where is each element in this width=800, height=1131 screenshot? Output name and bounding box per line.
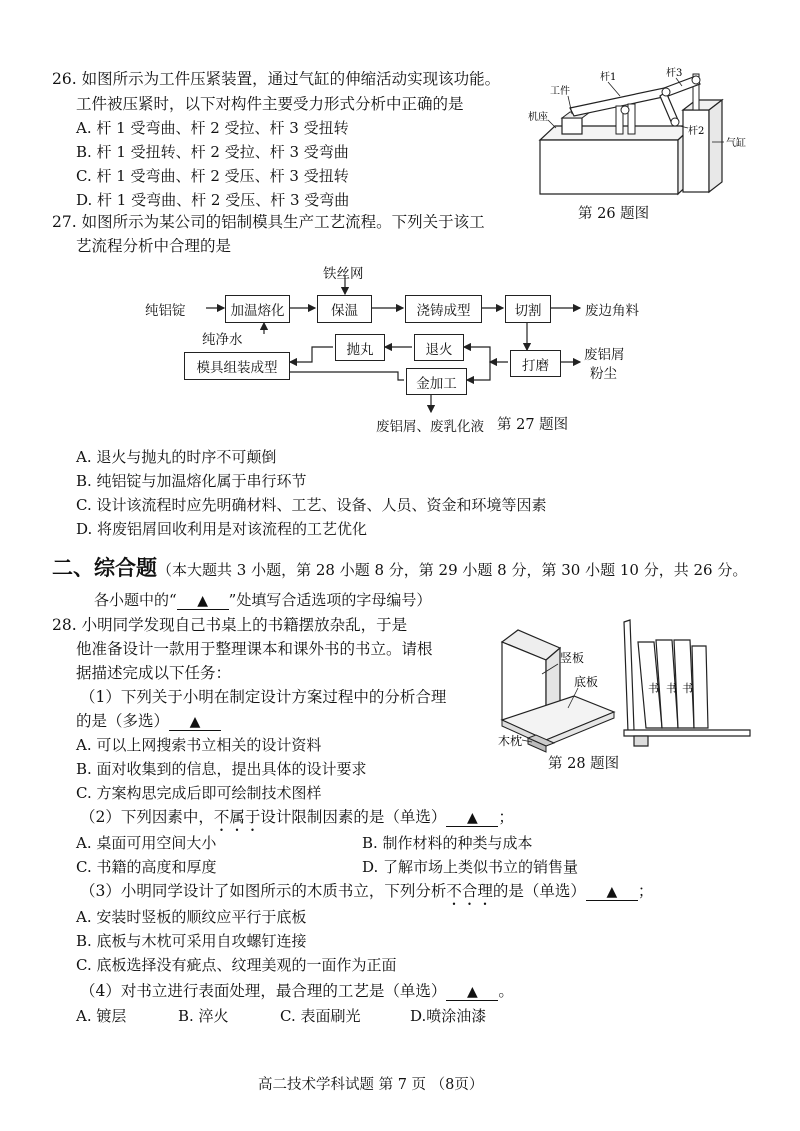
flow-node-heat: 加温熔化: [225, 295, 290, 323]
flow-input-mesh: 铁丝网: [323, 266, 364, 282]
q28-sub1-line2: 的是（多选） ▲: [76, 710, 221, 732]
answer-blank-4[interactable]: ▲: [446, 984, 498, 1001]
flow-input-ingot: 纯铝锭: [145, 303, 186, 319]
label-cylinder: 气缸: [726, 138, 746, 149]
flow-node-keep: 保温: [317, 295, 372, 323]
q28-sub1-option-c: C. 方案构思完成后即可绘制技术图样: [76, 784, 322, 802]
q28-sub4-option-c: C. 表面刷光: [280, 1007, 361, 1025]
flow-input-water: 纯净水: [202, 332, 243, 348]
q28-stem-line3: 据描述完成以下任务：: [76, 664, 232, 682]
q27-option-d: D. 将废铝屑回收利用是对该流程的工艺优化: [76, 520, 368, 538]
q26-option-d: D. 杆 1 受弯曲、杆 2 受压、杆 3 受弯曲: [76, 191, 350, 209]
emphasis-unreasonable: 不合理: [446, 882, 493, 900]
flow-node-metal: 金加工: [406, 368, 467, 395]
flow-output-waste: 废铝屑、废乳化液: [376, 419, 484, 435]
flow-node-assemble: 模具组装成型: [184, 352, 290, 380]
flow-output-scrap: 废边角料: [585, 303, 639, 319]
flow-node-cut: 切割: [505, 295, 551, 323]
section2-title: 二、综合题: [52, 555, 157, 580]
q28-figure-caption: 第 28 题图: [548, 756, 620, 772]
q28-sub3-line: （3）小明同学设计了如图所示的木质书立，下列分析不合理的是（单选） ▲ ；: [80, 882, 654, 900]
label-vertical-board: 竖板: [560, 651, 585, 665]
q27-figure-caption: 第 27 题图: [497, 417, 569, 433]
book-label-2: 书: [666, 682, 677, 695]
q28-figure-bookend: [488, 612, 758, 760]
flow-node-anneal: 退火: [414, 334, 464, 361]
book-label-1: 书: [648, 682, 659, 695]
q28-sub1-option-a: A. 可以上网搜索书立相关的设计资料: [76, 736, 322, 754]
q27-option-a: A. 退火与抛丸的时序不可颠倒: [76, 448, 277, 466]
section2-note: （本大题共 3 小题，第 28 小题 8 分，第 29 小题 8 分，第 30 小题 10 分，共 26 分。: [157, 561, 748, 579]
q28-stem-line1: 28. 小明同学发现自己书桌上的书籍摆放杂乱，于是: [52, 616, 408, 634]
q28-sub4-option-a: A. 镀层: [76, 1007, 127, 1025]
q27-flow-arrows: [0, 250, 800, 430]
q28-stem-line2: 他准备设计一款用于整理课本和课外书的书立。请根: [76, 640, 433, 658]
q27-stem-line1: 27. 如图所示为某公司的铝制模具生产工艺流程。下列关于该工: [52, 213, 485, 231]
q28-sub2-option-b: B. 制作材料的种类与成本: [362, 834, 533, 852]
q26-option-a: A. 杆 1 受弯曲、杆 2 受拉、杆 3 受扭转: [76, 119, 349, 137]
label-base: 机座: [528, 112, 548, 123]
q28-sub2-option-d: D. 了解市场上类似书立的销售量: [362, 858, 579, 876]
answer-blank-2[interactable]: ▲: [446, 810, 498, 827]
q26-option-c: C. 杆 1 受弯曲、杆 2 受压、杆 3 受扭转: [76, 167, 349, 185]
flow-node-polish: 抛丸: [335, 334, 385, 361]
label-bottom-board: 底板: [574, 675, 599, 689]
flow-node-cast: 浇铸成型: [405, 295, 482, 323]
q28-sub2-option-c: C. 书籍的高度和厚度: [76, 858, 217, 876]
q28-sub2-option-a: A. 桌面可用空间大小: [76, 834, 217, 852]
q26-figure-clamp-device: [528, 62, 764, 204]
q27-option-b: B. 纯铝锭与加温熔化属于串行环节: [76, 472, 307, 490]
q28-sub3-option-c: C. 底板选择没有疵点、纹理美观的一面作为正面: [76, 956, 397, 974]
book-label-3: 书: [682, 682, 693, 695]
q28-sub1-line1: （1）下列关于小明在制定设计方案过程中的分析合理: [80, 688, 447, 706]
q26-option-b: B. 杆 1 受扭转、杆 2 受拉、杆 3 受弯曲: [76, 143, 349, 161]
blank-mark: ▲: [177, 593, 229, 610]
flow-output-dust1: 废铝屑: [584, 347, 625, 363]
q26-figure-caption: 第 26 题图: [578, 206, 650, 222]
q27-stem-line2: 艺流程分析中合理的是: [76, 237, 232, 255]
emphasis-not-belong: 不属于: [213, 808, 261, 826]
label-pillow: 木枕: [498, 734, 523, 748]
answer-blank-1[interactable]: ▲: [169, 714, 221, 731]
label-rod2: 杆2: [688, 126, 705, 137]
answer-blank-3[interactable]: ▲: [586, 884, 638, 901]
label-rod1: 杆1: [600, 72, 617, 83]
q28-sub3-option-a: A. 安装时竖板的顺纹应平行于底板: [76, 908, 307, 926]
q26-stem-line2: 工件被压紧时，以下对构件主要受力形式分析中正确的是: [76, 95, 464, 113]
label-workpiece: 工件: [550, 86, 570, 97]
q28-sub3-option-b: B. 底板与木枕可采用自攻螺钉连接: [76, 932, 307, 950]
q28-sub4-line: （4）对书立进行表面处理，最合理的工艺是（单选） ▲ 。: [80, 982, 514, 1000]
q26-stem-line1: 26. 如图所示为工件压紧装置，通过气缸的伸缩活动实现该功能。: [52, 70, 501, 88]
flow-node-grind: 打磨: [510, 350, 561, 377]
flow-output-dust2: 粉尘: [590, 366, 617, 382]
label-rod3: 杆3: [666, 68, 683, 79]
q28-sub4-option-b: B. 淬火: [178, 1007, 229, 1025]
q28-sub2-line: （2）下列因素中，不属于设计限制因素的是（单选） ▲ ；: [80, 808, 514, 826]
section2-note-line2: 各小题中的“ ▲ ”处填写合适选项的字母编号）: [94, 591, 432, 609]
q27-option-c: C. 设计该流程时应先明确材料、工艺、设备、人员、资金和环境等因素: [76, 496, 547, 514]
q28-sub1-option-b: B. 面对收集到的信息，提出具体的设计要求: [76, 760, 367, 778]
q28-sub4-option-d: D.喷涂油漆: [410, 1007, 487, 1025]
page-footer: 高二技术学科试题 第 7 页 （8页）: [258, 1077, 484, 1093]
section2-header: [52, 552, 747, 582]
